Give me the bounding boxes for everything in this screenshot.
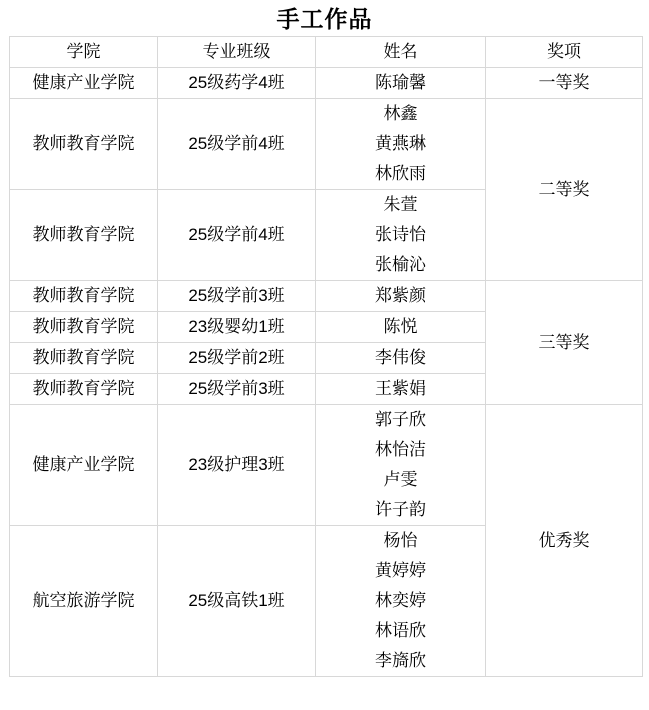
name-item: 张榆沁: [375, 255, 426, 274]
name-item: 张诗怡: [375, 225, 426, 244]
name-item: 林鑫: [383, 104, 418, 123]
cell-name: 王紫娟: [316, 374, 486, 405]
table-row: [10, 99, 643, 190]
table-header-row: [10, 37, 643, 68]
cell-name: 郑紫颜: [316, 281, 486, 312]
cell-college: 教师教育学院: [10, 190, 158, 281]
cell-name: [316, 190, 486, 281]
cell-award: 二等奖: [486, 99, 643, 281]
awards-table: [9, 36, 643, 677]
cell-college: 教师教育学院: [10, 343, 158, 374]
cell-name: 陈悦: [316, 312, 486, 343]
cell-college: 航空旅游学院: [10, 526, 158, 677]
name-item: 林语欣: [375, 621, 426, 640]
cell-class: 23级婴幼1班: [158, 312, 316, 343]
cell-college: 健康产业学院: [10, 68, 158, 99]
column-header-college: 学院: [10, 37, 158, 68]
name-item: 黄婷婷: [375, 561, 426, 580]
cell-name: [316, 405, 486, 526]
name-item: 杨怡: [383, 531, 418, 550]
table-row: [10, 68, 643, 99]
cell-college: 教师教育学院: [10, 99, 158, 190]
name-item: 林怡洁: [375, 440, 426, 459]
name-item: 李旖欣: [375, 651, 426, 670]
page-title: 手工作品: [276, 6, 373, 32]
name-list: [316, 99, 485, 189]
name-list: [316, 190, 485, 280]
name-item: 卢雯: [383, 470, 418, 489]
cell-name: [316, 526, 486, 677]
table-body: [10, 68, 643, 677]
cell-class: 25级学前3班: [158, 374, 316, 405]
name-item: 郭子欣: [375, 410, 426, 429]
table-header: [10, 37, 643, 68]
cell-class: 25级学前2班: [158, 343, 316, 374]
cell-class: 25级学前4班: [158, 99, 316, 190]
cell-class: 25级药学4班: [158, 68, 316, 99]
cell-class: 25级高铁1班: [158, 526, 316, 677]
column-header-name: 姓名: [316, 37, 486, 68]
cell-award: 三等奖: [486, 281, 643, 405]
cell-college: 教师教育学院: [10, 312, 158, 343]
name-item: 林欣雨: [375, 164, 426, 183]
name-item: 朱萱: [383, 195, 418, 214]
name-item: 许子韵: [375, 500, 426, 519]
table-row: [10, 281, 643, 312]
column-header-class: 专业班级: [158, 37, 316, 68]
table-row: [10, 405, 643, 526]
column-header-award: 奖项: [486, 37, 643, 68]
cell-name: 李伟俊: [316, 343, 486, 374]
name-item: 黄燕琳: [375, 134, 426, 153]
cell-college: 健康产业学院: [10, 405, 158, 526]
cell-award: 优秀奖: [486, 405, 643, 677]
cell-college: 教师教育学院: [10, 374, 158, 405]
cell-award: 一等奖: [486, 68, 643, 99]
name-item: 林奕婷: [375, 591, 426, 610]
name-list: [316, 405, 485, 525]
cell-name: [316, 99, 486, 190]
cell-name: 陈瑜馨: [316, 68, 486, 99]
cell-college: 教师教育学院: [10, 281, 158, 312]
cell-class: 23级护理3班: [158, 405, 316, 526]
cell-class: 25级学前3班: [158, 281, 316, 312]
cell-class: 25级学前4班: [158, 190, 316, 281]
name-list: [316, 526, 485, 676]
